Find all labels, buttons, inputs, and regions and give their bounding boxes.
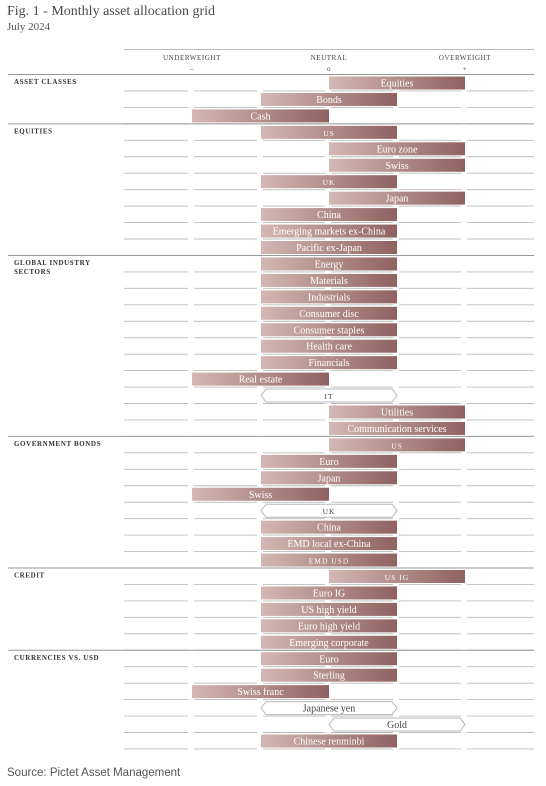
bar-label: Swiss	[385, 160, 409, 172]
bar-label: Japan	[385, 193, 409, 205]
bar-label: Euro	[319, 456, 339, 468]
bar-label: UK	[322, 507, 336, 517]
scale-symbol-0: –	[189, 65, 195, 73]
bar-label: Euro IG	[312, 588, 346, 600]
bar-label: EMD USD	[308, 556, 350, 566]
bar-label: US high yield	[301, 604, 357, 616]
bar-label: US IG	[384, 573, 410, 582]
bar-label: Emerging markets ex-China	[272, 226, 386, 238]
bar-label: US	[391, 441, 403, 451]
bar-label: China	[317, 522, 341, 534]
bar-label: Pacific ex-Japan	[296, 243, 362, 254]
bar-label: Japanese yen	[302, 703, 356, 715]
bar-label: EMD local ex-China	[287, 539, 371, 551]
bar-label: Emerging corporate	[289, 637, 369, 649]
bar-label: Japan	[317, 473, 341, 485]
bar-label: IT	[324, 392, 334, 402]
section-label: SECTORS	[14, 267, 51, 276]
bar-label: Swiss	[248, 489, 273, 501]
bar-label: Chinese renminbi	[293, 736, 365, 748]
bar-label: Industrials	[307, 292, 351, 304]
chart-subtitle: July 2024	[7, 21, 51, 33]
bar-label: Financials	[308, 358, 350, 370]
section-label: EQUITIES	[14, 127, 53, 136]
bar-label: Consumer disc	[299, 308, 359, 320]
section-label: GLOBAL INDUSTRY	[14, 258, 91, 267]
scale-label-2: OVERWEIGHT	[438, 54, 492, 62]
source-note: Source: Pictet Asset Management	[7, 767, 181, 779]
section-label: CREDIT	[14, 571, 45, 580]
bar-label: Bonds	[316, 94, 342, 106]
section-label: GOVERNMENT BONDS	[14, 439, 102, 448]
bar-label: Cash	[250, 111, 271, 123]
bar-label: China	[317, 210, 341, 222]
bar-label: Communication services	[347, 423, 447, 435]
bar-label: Equities	[380, 78, 414, 90]
bar-label: Euro high yield	[297, 621, 361, 633]
bar-label: Energy	[314, 259, 344, 271]
scale-symbol-1: o	[326, 65, 332, 73]
bar-label: Euro	[319, 654, 339, 666]
scale-label-0: UNDERWEIGHT	[163, 54, 221, 62]
scale-symbol-2: +	[462, 65, 468, 73]
chart-title: Fig. 1 - Monthly asset allocation grid	[7, 4, 216, 19]
section-label: CURRENCIES VS. USD	[14, 653, 100, 662]
bar-label: UK	[322, 178, 336, 188]
bar-label: Utilities	[380, 407, 414, 419]
bar-label: Health care	[306, 341, 352, 353]
bar-label: Euro zone	[376, 144, 418, 156]
bar-label: Swiss franc	[237, 687, 284, 699]
bar-label: US	[323, 128, 335, 138]
bar-label: Materials	[310, 275, 348, 287]
section-label: ASSET CLASSES	[14, 78, 77, 86]
bar-label: Gold	[387, 720, 407, 732]
bar-label: Consumer staples	[293, 325, 365, 337]
scale-label-1: NEUTRAL	[310, 54, 348, 62]
bar-label: Sterling	[313, 670, 345, 682]
bar-label: Real estate	[238, 374, 283, 386]
